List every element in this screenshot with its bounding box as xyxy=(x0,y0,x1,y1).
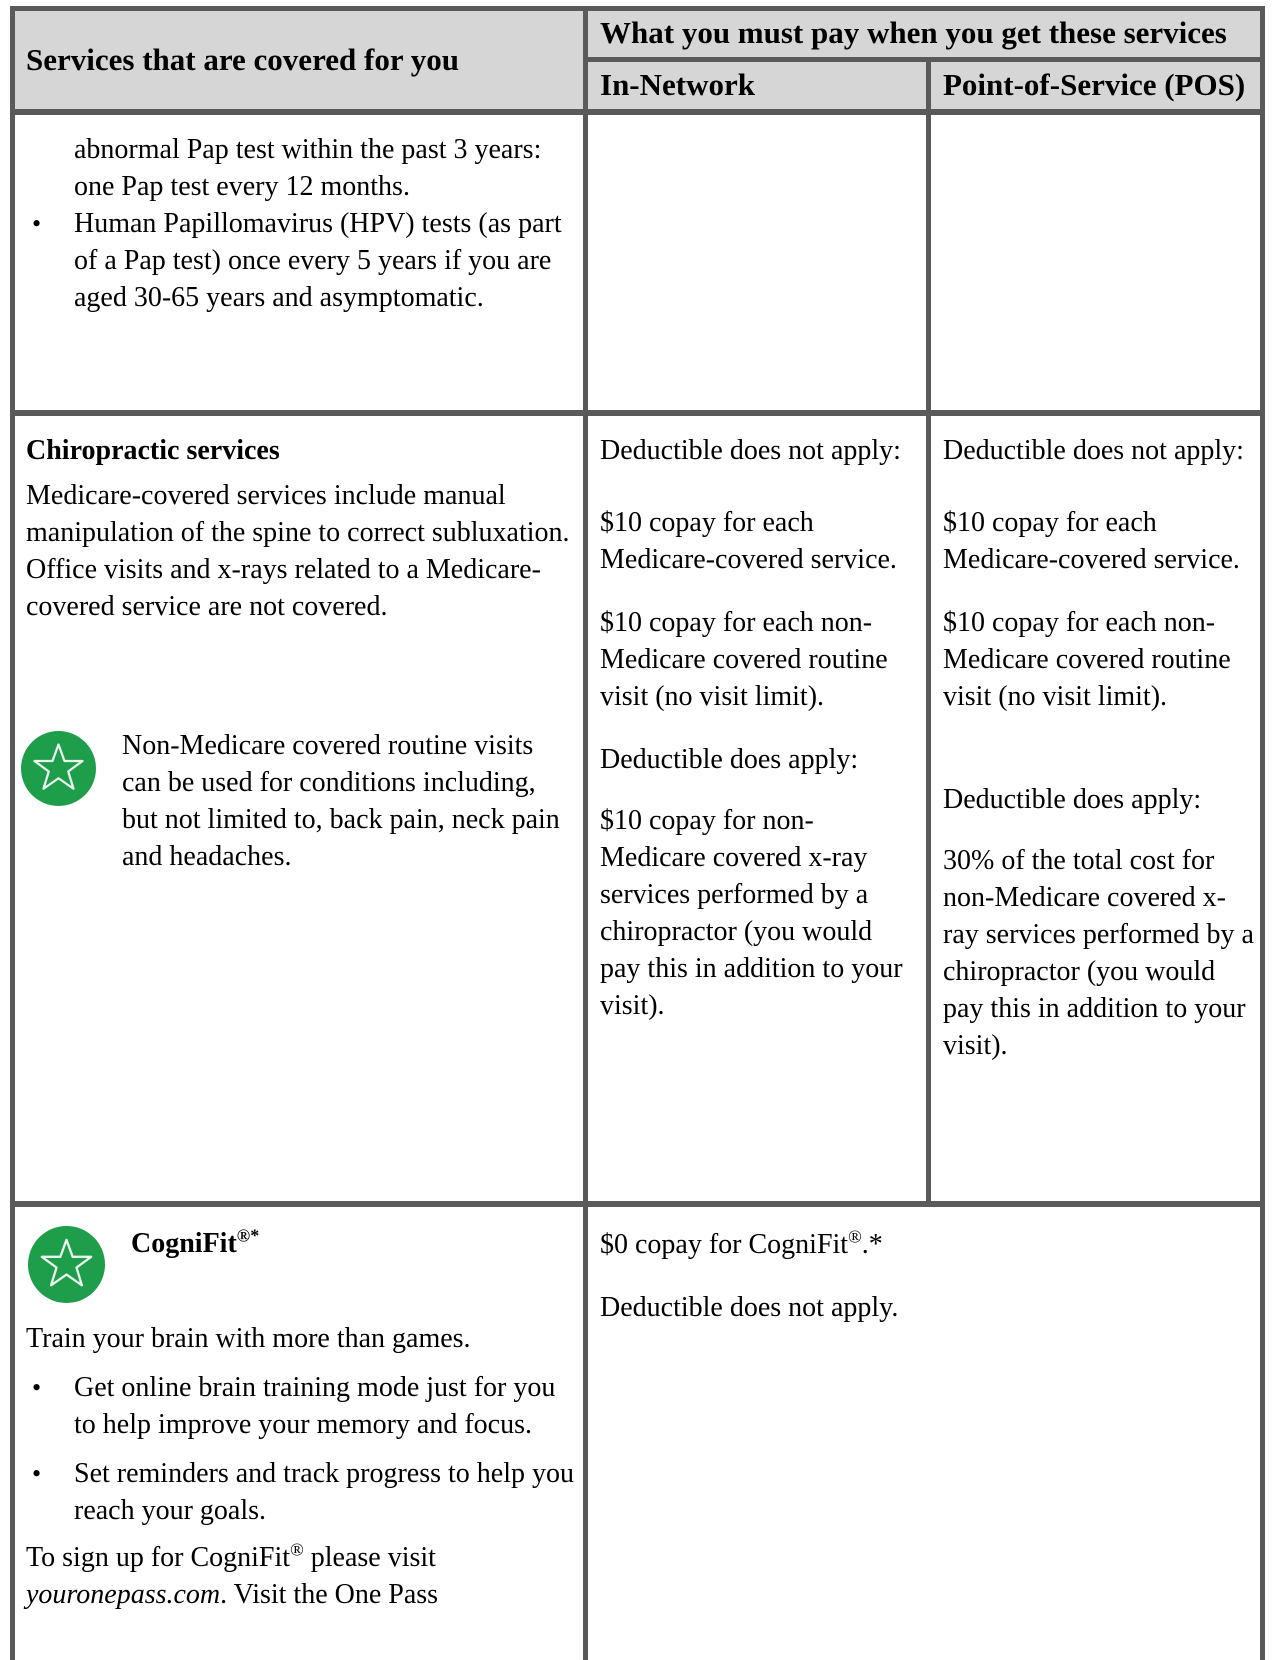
chiro-star-note: Non-Medicare covered routine visits can be used for conditions including, but not limited to, back pain, neck pain and headaches. xyxy=(122,730,560,872)
cognifit-pay-cell xyxy=(600,1226,1250,1326)
pap-continued-text-span: abnormal Pap test within the past 3 years: one Pap test every 12 months. xyxy=(74,134,542,202)
list-item: • Get online brain training mode just for you to help improve your memory and focus. xyxy=(26,1369,578,1443)
cognifit-signup xyxy=(26,1539,578,1613)
header-pos xyxy=(931,62,1260,109)
cognifit-title-text: CogniFit xyxy=(131,1228,237,1259)
chiro-services-cell xyxy=(26,432,578,625)
cognifit-pay-b: .* xyxy=(861,1229,883,1260)
cognifit-signup-c: . Visit the One Pass xyxy=(220,1579,439,1610)
chiro-in-network-cell xyxy=(600,432,918,1024)
header-services-label: Services that are covered for you xyxy=(26,42,460,77)
pap-continued-text xyxy=(26,131,571,205)
header-divider-inner xyxy=(583,57,1265,62)
header-services xyxy=(15,11,583,109)
cognifit-signup-sup: ® xyxy=(290,1539,304,1560)
chiro-in-xray: $10 copay for non-Medicare covered x-ray services performed by a chiropractor (you would pay this in addition to your visit). xyxy=(600,805,903,1021)
chiro-pos-copay-routine: $10 copay for each non-Medicare covered routine visit (no visit limit). xyxy=(943,607,1231,712)
cognifit-title xyxy=(131,1225,259,1262)
cognifit-signup-link[interactable]: youronepass.com xyxy=(26,1579,221,1610)
cognifit-intro: Train your brain with more than games. xyxy=(26,1323,471,1354)
cognifit-services-cell xyxy=(26,1320,578,1613)
star-icon xyxy=(28,1226,105,1303)
chiro-pos-copay-covered: $10 copay for each Medicare-covered service. xyxy=(943,507,1240,575)
cognifit-pay-sup: ® xyxy=(848,1226,862,1247)
header-pos-label: Point-of-Service (POS) xyxy=(943,67,1246,102)
cognifit-pay-a: $0 copay for CogniFit xyxy=(600,1229,849,1260)
cognifit-pay-deductible: Deductible does not apply. xyxy=(600,1292,899,1323)
header-pay xyxy=(588,11,1260,57)
row-divider-2 xyxy=(10,1201,1265,1207)
pap-bullet-list xyxy=(26,205,571,316)
chiro-pos-xray: 30% of the total cost for non-Medicare covered x-ray services performed by a chiropractor (you would pay this in addition to your visit). xyxy=(943,845,1254,1061)
table-border-top xyxy=(10,6,1265,11)
list-item: • Set reminders and track progress to help you reach your goals. xyxy=(26,1455,578,1529)
cognifit-title-sup: ®* xyxy=(236,1225,260,1246)
cognifit-signup-a: To sign up for CogniFit xyxy=(26,1542,291,1573)
header-divider xyxy=(10,109,1265,115)
header-pay-label: What you must pay when you get these services xyxy=(600,15,1227,50)
cognifit-signup-b: please visit xyxy=(303,1542,436,1573)
cognifit-pay-copay xyxy=(600,1226,1250,1263)
chiro-in-copay-covered: $10 copay for each Medicare-covered service. xyxy=(600,507,897,575)
chiro-pos-ded-not-apply: Deductible does not apply: xyxy=(943,435,1244,466)
column-divider-1 xyxy=(583,6,588,1660)
chiro-in-ded-apply: Deductible does apply: xyxy=(600,744,859,775)
chiro-title: Chiropractic services xyxy=(26,435,280,466)
chiro-in-copay-routine: $10 copay for each non-Medicare covered routine visit (no visit limit). xyxy=(600,607,888,712)
column-divider-2-upper xyxy=(926,57,931,1206)
table-border-left xyxy=(10,6,15,1660)
header-in-network xyxy=(588,62,926,109)
row-divider-1 xyxy=(10,410,1265,416)
chiro-pos-cell xyxy=(943,432,1258,1064)
chiro-pos-ded-apply: Deductible does apply: xyxy=(943,784,1202,815)
chiro-in-ded-not-apply: Deductible does not apply: xyxy=(600,435,901,466)
header-in-network-label: In-Network xyxy=(600,67,755,102)
list-item: • Human Papillomavirus (HPV) tests (as part of a Pap test) once every 5 years if you are aged 30-65 years and asymptomatic. xyxy=(26,205,571,316)
chiro-description: Medicare-covered services include manual manipulation of the spine to correct subluxation. Office visits and x-rays related to a Medicare-covered service are not covered. xyxy=(26,480,570,622)
cognifit-bullet-list xyxy=(26,1369,578,1529)
pap-cell xyxy=(26,131,571,316)
star-icon xyxy=(21,731,96,806)
table-border-right xyxy=(1260,6,1265,1660)
